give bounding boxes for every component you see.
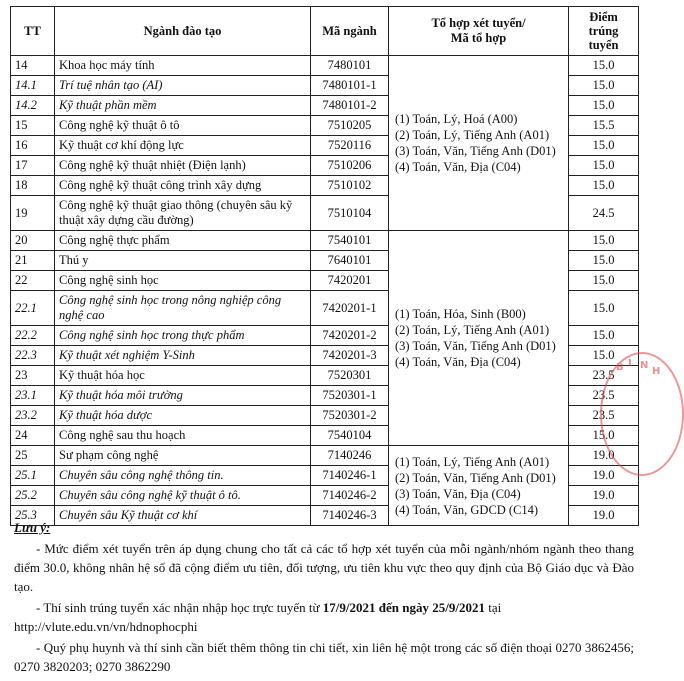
header-code: Mã ngành <box>311 7 389 56</box>
row-score: 15.0 <box>569 426 639 446</box>
row-score: 23.5 <box>569 366 639 386</box>
row-major: Kỹ thuật hóa dược <box>55 406 311 426</box>
table-row <box>11 446 639 466</box>
row-tt: 25.1 <box>11 466 55 486</box>
row-score: 24.5 <box>569 196 639 231</box>
combo-line: (4) Toán, Văn, Địa (C04) <box>395 355 521 369</box>
notes-title <box>14 518 634 537</box>
note-2 <box>14 598 634 636</box>
row-score: 23.5 <box>569 386 639 406</box>
header-score-line1: Điểm <box>589 10 618 24</box>
table-header-row <box>11 7 639 56</box>
row-code: 7520301-2 <box>311 406 389 426</box>
row-tt: 20 <box>11 231 55 251</box>
row-major: Công nghệ kỹ thuật nhiệt (Điện lạnh) <box>55 156 311 176</box>
combo-line: (3) Toán, Văn, Địa (C04) <box>395 486 521 501</box>
row-code: 7480101-1 <box>311 76 389 96</box>
row-tt: 23 <box>11 366 55 386</box>
row-major: Công nghệ kỹ thuật công trình xây dựng <box>55 176 311 196</box>
row-score: 19.0 <box>569 486 639 506</box>
header-score-line2: trúng <box>588 24 619 38</box>
row-tt: 22.3 <box>11 346 55 366</box>
row-code: 7640101 <box>311 251 389 271</box>
row-score: 15.0 <box>569 76 639 96</box>
row-major: Khoa học máy tính <box>55 56 311 76</box>
row-major: Kỹ thuật xét nghiệm Y-Sinh <box>55 346 311 366</box>
row-score: 15.0 <box>569 136 639 156</box>
row-major: Công nghệ sinh học <box>55 271 311 291</box>
row-code: 7540104 <box>311 426 389 446</box>
combo-line: (3) Toán, Văn, Tiếng Anh (D01) <box>395 144 556 158</box>
row-code: 7140246-3 <box>311 506 389 526</box>
row-tt: 17 <box>11 156 55 176</box>
note-2-suffix: tại <box>484 600 502 615</box>
row-major: Thú y <box>55 251 311 271</box>
row-major: Công nghệ sinh học trong nông nghiệp công nghệ cao <box>55 291 311 326</box>
combo-line: (4) Toán, Văn, GDCD (C14) <box>395 502 539 517</box>
header-combos-line1: Tổ hợp xét tuyển/ <box>431 16 526 30</box>
row-score: 15.0 <box>569 346 639 366</box>
table-row <box>11 231 639 251</box>
row-code: 7420201-1 <box>311 291 389 326</box>
row-score: 19.0 <box>569 466 639 486</box>
row-tt: 24 <box>11 426 55 446</box>
row-code: 7480101 <box>311 56 389 76</box>
combos-group-3 <box>389 446 569 526</box>
row-score: 15.0 <box>569 326 639 346</box>
row-tt: 23.1 <box>11 386 55 406</box>
note-2-dates: 17/9/2021 đến ngày 25/9/2021 <box>322 600 485 615</box>
row-code: 7140246-1 <box>311 466 389 486</box>
row-major: Kỹ thuật hóa học <box>55 366 311 386</box>
row-tt: 25 <box>11 446 55 466</box>
row-major: Công nghệ sinh học trong thực phẩm <box>55 326 311 346</box>
row-tt: 25.3 <box>11 506 55 526</box>
note-1: - Mức điểm xét tuyển trên áp dụng chung cho tất cả các tổ hợp xét tuyển của mỗi ngành/nhóm ngành theo thang điểm 30.0, không nhân hệ số đã cộng điểm ưu tiên, đối tượng, ưu tiên khu vực theo quy định của Bộ Giáo dục và Đào tạo. <box>14 541 634 594</box>
combo-line: (1) Toán, Lý, Tiếng Anh (A01) <box>395 454 550 469</box>
row-code: 7510205 <box>311 116 389 136</box>
row-code: 7510102 <box>311 176 389 196</box>
row-score: 15.0 <box>569 271 639 291</box>
header-tt: TT <box>11 7 55 56</box>
row-tt: 21 <box>11 251 55 271</box>
notes-title-text: Lưu ý: <box>14 520 51 535</box>
row-tt: 18 <box>11 176 55 196</box>
row-tt: 23.2 <box>11 406 55 426</box>
row-score: 15.0 <box>569 231 639 251</box>
row-code: 7420201-2 <box>311 326 389 346</box>
row-tt: 15 <box>11 116 55 136</box>
header-score-line3: tuyển <box>588 38 619 52</box>
row-score: 15.0 <box>569 291 639 326</box>
row-tt: 14.2 <box>11 96 55 116</box>
notes-section <box>14 518 634 678</box>
row-tt: 22.2 <box>11 326 55 346</box>
row-code: 7520301 <box>311 366 389 386</box>
row-code: 7520116 <box>311 136 389 156</box>
row-major: Công nghệ sau thu hoạch <box>55 426 311 446</box>
row-major: Trí tuệ nhân tạo (AI) <box>55 76 311 96</box>
row-major: Chuyên sâu công nghệ kỹ thuật ô tô. <box>55 486 311 506</box>
row-code: 7140246-2 <box>311 486 389 506</box>
row-tt: 25.2 <box>11 486 55 506</box>
row-tt: 19 <box>11 196 55 231</box>
combos-group-2 <box>389 231 569 446</box>
row-tt: 14.1 <box>11 76 55 96</box>
header-combos <box>389 7 569 56</box>
row-major: Chuyên sâu Kỹ thuật cơ khí <box>55 506 311 526</box>
combos-group-1 <box>389 56 569 231</box>
combo-line: (2) Toán, Lý, Tiếng Anh (A01) <box>395 323 550 337</box>
row-score: 23.5 <box>569 406 639 426</box>
red-seal-stamp: B Ì N H <box>600 352 684 476</box>
row-score: 15.0 <box>569 96 639 116</box>
row-score: 19.0 <box>569 446 639 466</box>
row-major: Công nghệ kỹ thuật ô tô <box>55 116 311 136</box>
row-major: Kỹ thuật phần mềm <box>55 96 311 116</box>
admission-scores-table <box>10 6 639 526</box>
row-score: 15.0 <box>569 56 639 76</box>
row-score: 15.0 <box>569 176 639 196</box>
table-row <box>11 56 639 76</box>
row-score: 15.0 <box>569 251 639 271</box>
combo-line: (4) Toán, Văn, Địa (C04) <box>395 160 521 174</box>
row-tt: 16 <box>11 136 55 156</box>
row-tt: 14 <box>11 56 55 76</box>
header-score <box>569 7 639 56</box>
row-code: 7480101-2 <box>311 96 389 116</box>
header-major: Ngành đào tạo <box>55 7 311 56</box>
row-major: Công nghệ thực phẩm <box>55 231 311 251</box>
row-tt: 22.1 <box>11 291 55 326</box>
row-major: Sư phạm công nghệ <box>55 446 311 466</box>
row-code: 7510104 <box>311 196 389 231</box>
combo-line: (2) Toán, Lý, Tiếng Anh (A01) <box>395 128 550 142</box>
row-code: 7520301-1 <box>311 386 389 406</box>
row-code: 7420201-3 <box>311 346 389 366</box>
note-3: - Quý phụ huynh và thí sinh cần biết thêm thông tin chi tiết, xin liên hệ một trong các số điện thoại 0270 3862456; 0270 3820203; 0270 3862290 <box>14 640 634 674</box>
payment-url-link[interactable]: http://vlute.edu.vn/vn/hdnophocphi <box>14 619 198 634</box>
row-code: 7140246 <box>311 446 389 466</box>
combo-line: (1) Toán, Lý, Hoá (A00) <box>395 112 518 126</box>
header-combos-line2: Mã tổ hợp <box>450 31 507 45</box>
row-score: 15.0 <box>569 156 639 176</box>
row-major: Kỹ thuật cơ khí động lực <box>55 136 311 156</box>
row-tt: 22 <box>11 271 55 291</box>
combo-line: (3) Toán, Văn, Tiếng Anh (D01) <box>395 339 556 353</box>
row-major: Công nghệ kỹ thuật giao thông (chuyên sâu kỹ thuật xây dựng cầu đường) <box>55 196 311 231</box>
combo-line: (2) Toán, Văn, Tiếng Anh (D01) <box>395 470 556 485</box>
row-code: 7510206 <box>311 156 389 176</box>
row-major: Chuyên sâu công nghệ thông tin. <box>55 466 311 486</box>
row-score: 19.0 <box>569 506 639 526</box>
row-score: 15.5 <box>569 116 639 136</box>
row-major: Kỹ thuật hóa môi trường <box>55 386 311 406</box>
row-code: 7540101 <box>311 231 389 251</box>
combo-line: (1) Toán, Hóa, Sinh (B00) <box>395 307 526 321</box>
note-2-prefix: - Thí sinh trúng tuyển xác nhận nhập học trực tuyến từ <box>36 600 323 615</box>
row-code: 7420201 <box>311 271 389 291</box>
